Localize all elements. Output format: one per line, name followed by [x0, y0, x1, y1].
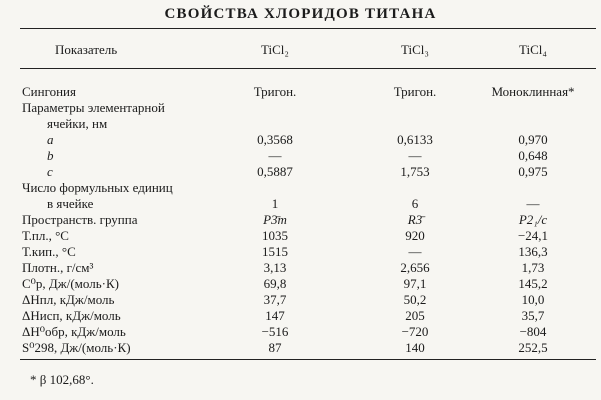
row-value-col1: 1035: [262, 228, 288, 243]
row-value-col3: 10,0: [521, 292, 545, 307]
row-value-col2: 97,1: [403, 276, 427, 291]
row-value-col1: 69,8: [263, 276, 287, 291]
row-value-col2: 50,2: [403, 292, 427, 307]
row-value-col2: —: [408, 244, 422, 259]
row-label: Т.кип., °С: [22, 244, 76, 259]
row-value-col3: −804: [519, 324, 547, 339]
row-value-col3: 252,5: [518, 340, 548, 355]
column-header-indicator: Показатель: [55, 42, 118, 57]
row-value-col2: 140: [405, 340, 425, 355]
row-value-col3: P2₁/c: [518, 212, 548, 227]
row-value-col2: 6: [411, 196, 419, 211]
header-rule: [20, 68, 596, 69]
row-label: C⁰p, Дж/(моль·К): [22, 276, 119, 291]
row-value-col1: P3̄m: [263, 212, 287, 227]
footnote: * β 102,68°.: [30, 372, 94, 387]
row-value-col2: R3̄: [407, 212, 423, 227]
row-label: S⁰298, Дж/(моль·К): [22, 340, 131, 355]
row-label: Параметры элементарной: [22, 100, 165, 115]
row-value-col1: Тригон.: [253, 84, 297, 99]
row-value-col2: −720: [401, 324, 429, 339]
row-value-col1: 1: [271, 196, 279, 211]
row-value-col3: 0,975: [518, 164, 548, 179]
row-value-col3: —: [526, 196, 540, 211]
row-label: a: [47, 132, 54, 147]
table-title: СВОЙСТВА ХЛОРИДОВ ТИТАНА: [164, 6, 437, 22]
row-label: Сингония: [22, 84, 76, 99]
row-value-col1: 37,7: [263, 292, 287, 307]
column-header-ticl4: TiCl₄: [519, 42, 547, 57]
row-value-col3: Моноклинная*: [491, 84, 575, 99]
row-label: ΔHпл, кДж/моль: [22, 292, 115, 307]
row-value-col1: 0,3568: [257, 132, 293, 147]
row-value-col3: 145,2: [518, 276, 548, 291]
row-value-col1: −516: [261, 324, 289, 339]
row-value-col1: 1515: [262, 244, 288, 259]
row-value-col1: 0,5887: [257, 164, 293, 179]
row-value-col3: 35,7: [521, 308, 545, 323]
row-label: Т.пл., °С: [22, 228, 69, 243]
row-value-col2: 0,6133: [397, 132, 433, 147]
row-value-col2: 2,656: [400, 260, 430, 275]
column-header-ticl2: TiCl₂: [261, 42, 289, 57]
row-value-col1: 147: [265, 308, 285, 323]
row-label: Плотн., г/см³: [22, 260, 94, 275]
row-label: c: [47, 164, 53, 179]
row-value-col3: 0,648: [518, 148, 548, 163]
bottom-rule: [20, 359, 596, 360]
row-value-col2: Тригон.: [393, 84, 437, 99]
row-label: в ячейке: [47, 196, 94, 211]
column-header-ticl3: TiCl₃: [401, 42, 429, 57]
top-rule: [20, 28, 596, 29]
row-value-col1: —: [268, 148, 282, 163]
row-label: Пространств. группа: [22, 212, 138, 227]
row-value-col2: 205: [405, 308, 425, 323]
row-value-col3: 1,73: [521, 260, 545, 275]
row-label: ячейки, нм: [47, 116, 108, 131]
row-label: Число формульных единиц: [22, 180, 173, 195]
row-value-col3: 136,3: [518, 244, 548, 259]
row-value-col2: 920: [405, 228, 425, 243]
row-value-col2: —: [408, 148, 422, 163]
row-label: b: [47, 148, 54, 163]
row-value-col2: 1,753: [400, 164, 430, 179]
row-value-col3: 0,970: [518, 132, 548, 147]
row-value-col3: −24,1: [517, 228, 549, 243]
row-label: ΔHисп, кДж/моль: [22, 308, 121, 323]
row-label: ΔH⁰обр, кДж/моль: [22, 324, 126, 339]
row-value-col1: 3,13: [263, 260, 287, 275]
row-value-col1: 87: [268, 340, 282, 355]
